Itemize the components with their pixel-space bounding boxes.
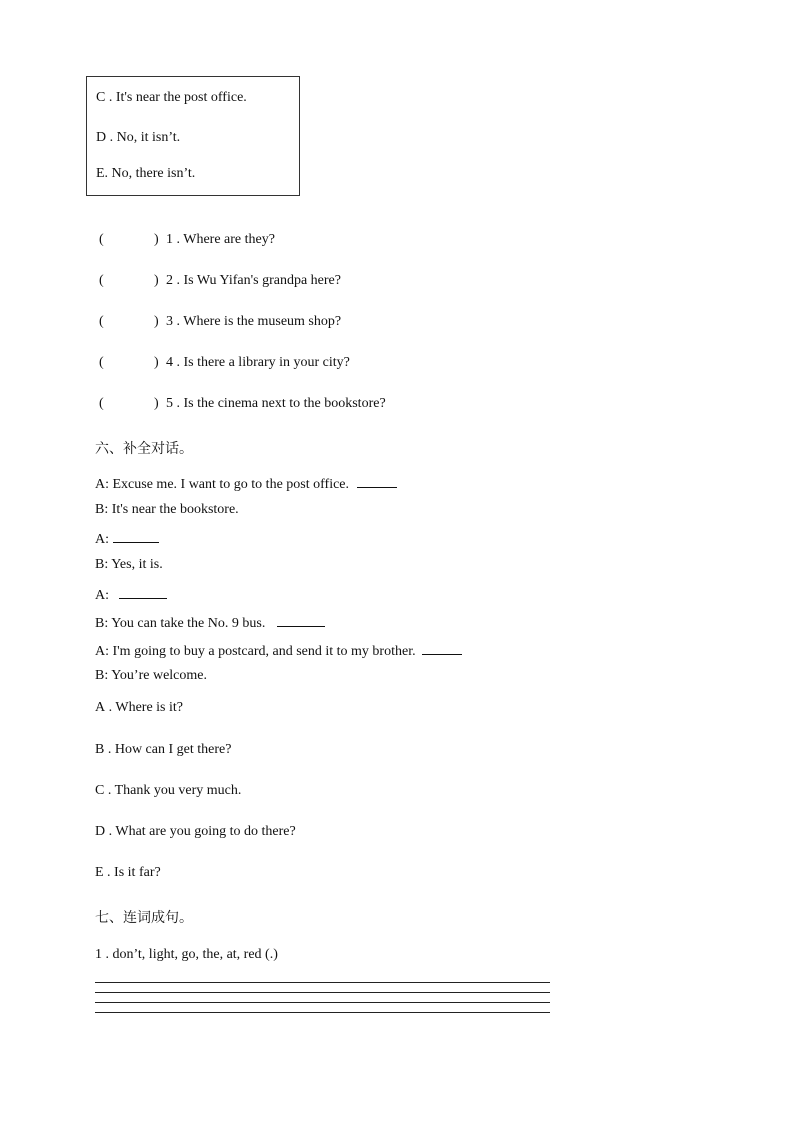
- section-6-heading: 六、补全对话。: [95, 441, 193, 457]
- option-e: E. No, there isn’t.: [96, 166, 196, 181]
- answer-paren-close: ): [154, 396, 159, 411]
- dialogue-line: [95, 641, 462, 660]
- reorder-item-1: 1 . don’t, light, go, the, at, red (.): [95, 947, 278, 962]
- options-box: [86, 76, 300, 196]
- question-text: 2 . Is Wu Yifan's grandpa here?: [166, 273, 341, 288]
- dialogue-text: A: Excuse me. I want to go to the post office.: [95, 477, 350, 492]
- dialogue-line: B: Yes, it is.: [95, 557, 163, 572]
- answer-blank[interactable]: [113, 529, 159, 543]
- choice-d: D . What are you going to do there?: [95, 824, 296, 839]
- question-text: 3 . Where is the museum shop?: [166, 314, 342, 329]
- choice-a: A . Where is it?: [95, 700, 183, 715]
- answer-line[interactable]: [95, 1012, 550, 1013]
- question-text: 5 . Is the cinema next to the bookstore?: [166, 396, 386, 411]
- choice-e: E . Is it far?: [95, 865, 161, 880]
- answer-blank[interactable]: [119, 585, 167, 599]
- dialogue-text: A:: [95, 532, 109, 547]
- question-text: 4 . Is there a library in your city?: [166, 355, 350, 370]
- dialogue-line: B: You’re welcome.: [95, 668, 207, 683]
- question-text: 1 . Where are they?: [166, 232, 275, 247]
- answer-paren-close: ): [154, 355, 159, 370]
- section-7-heading: 七、连词成句。: [95, 910, 193, 926]
- answer-paren-open: (: [99, 355, 104, 370]
- option-c: C . It's near the post office.: [96, 90, 247, 105]
- dialogue-line: [95, 613, 325, 632]
- answer-paren-close: ): [154, 232, 159, 247]
- answer-line[interactable]: [95, 992, 550, 993]
- choice-c: C . Thank you very much.: [95, 783, 242, 798]
- answer-paren-open: (: [99, 396, 104, 411]
- dialogue-line: [95, 585, 167, 604]
- dialogue-text: A: I'm going to buy a postcard, and send it to my brother.: [95, 644, 416, 659]
- answer-blank[interactable]: [277, 613, 325, 627]
- dialogue-line: [95, 474, 397, 493]
- answer-paren-open: (: [99, 314, 104, 329]
- answer-paren-open: (: [99, 232, 104, 247]
- dialogue-text: B: You can take the No. 9 bus.: [95, 616, 266, 631]
- answer-blank[interactable]: [422, 641, 462, 655]
- option-d: D . No, it isn’t.: [96, 130, 181, 145]
- answer-paren-open: (: [99, 273, 104, 288]
- dialogue-text: A:: [95, 588, 109, 603]
- answer-blank[interactable]: [357, 474, 397, 488]
- answer-line[interactable]: [95, 1002, 550, 1003]
- answer-paren-close: ): [154, 314, 159, 329]
- answer-paren-close: ): [154, 273, 159, 288]
- dialogue-line: [95, 529, 159, 548]
- choice-b: B . How can I get there?: [95, 742, 232, 757]
- dialogue-line: B: It's near the bookstore.: [95, 502, 239, 517]
- answer-line[interactable]: [95, 982, 550, 983]
